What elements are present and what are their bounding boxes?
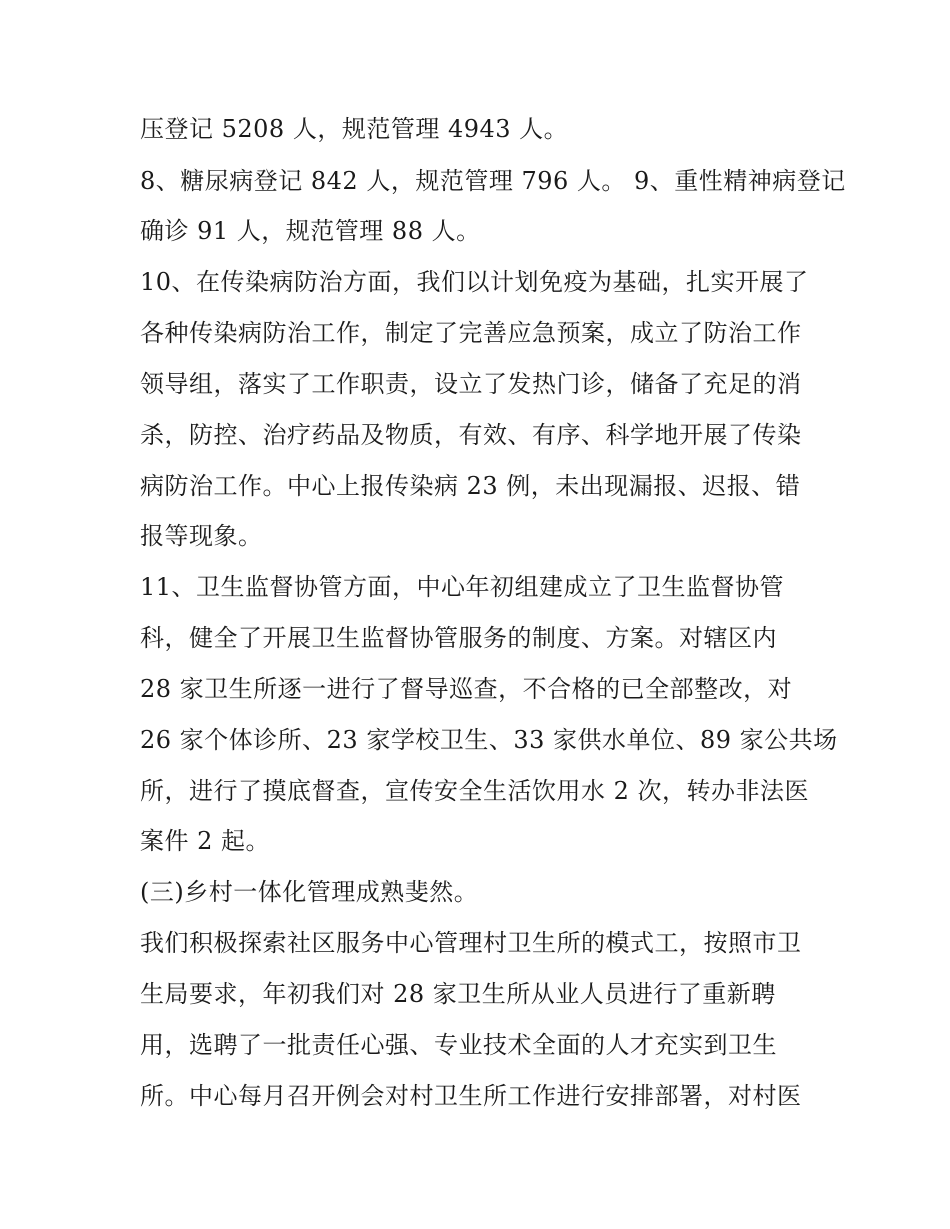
text-line: 领导组，落实了工作职责，设立了发热门诊，储备了充足的消 [140, 370, 802, 398]
section-heading: (三)乡村一体化管理成熟斐然。 [140, 878, 479, 906]
text-line: 科，健全了开展卫生监督协管服务的制度、方案。对辖区内 [140, 624, 777, 652]
text-line: 28 家卫生所逐一进行了督导巡查，不合格的已全部整改，对 [140, 675, 793, 703]
text-line: 10、在传染病防治方面，我们以计划免疫为基础，扎实开展了 [140, 268, 809, 296]
text-line: 生局要求，年初我们对 28 家卫生所从业人员进行了重新聘 [140, 980, 776, 1008]
text-line: 压登记 5208 人，规范管理 4943 人。 [140, 115, 569, 143]
text-line: 所。中心每月召开例会对村卫生所工作进行安排部署，对村医 [140, 1082, 802, 1110]
text-line: 报等现象。 [140, 522, 263, 550]
text-line: 杀，防控、治疗药品及物质，有效、有序、科学地开展了传染 [140, 421, 802, 449]
text-line: 确诊 91 人，规范管理 88 人。 [140, 217, 481, 245]
text-line: 所，进行了摸底督查，宣传安全生活饮用水 2 次，转办非法医 [140, 777, 810, 805]
text-line: 案件 2 起。 [140, 827, 271, 855]
text-line: 我们积极探索社区服务中心管理村卫生所的模式工，按照市卫 [140, 929, 802, 957]
text-line: 用，选聘了一批责任心强、专业技术全面的人才充实到卫生 [140, 1031, 777, 1059]
text-line: 各种传染病防治工作，制定了完善应急预案，成立了防治工作 [140, 319, 802, 347]
text-line: 11、卫生监督协管方面，中心年初组建成立了卫生监督协管 [140, 573, 785, 601]
text-line: 26 家个体诊所、23 家学校卫生、33 家供水单位、89 家公共场 [140, 726, 838, 754]
text-line: 8、糖尿病登记 842 人，规范管理 796 人。 9、重性精神病登记 [140, 167, 846, 195]
text-line: 病防治工作。中心上报传染病 23 例，未出现漏报、迟报、错 [140, 472, 801, 500]
